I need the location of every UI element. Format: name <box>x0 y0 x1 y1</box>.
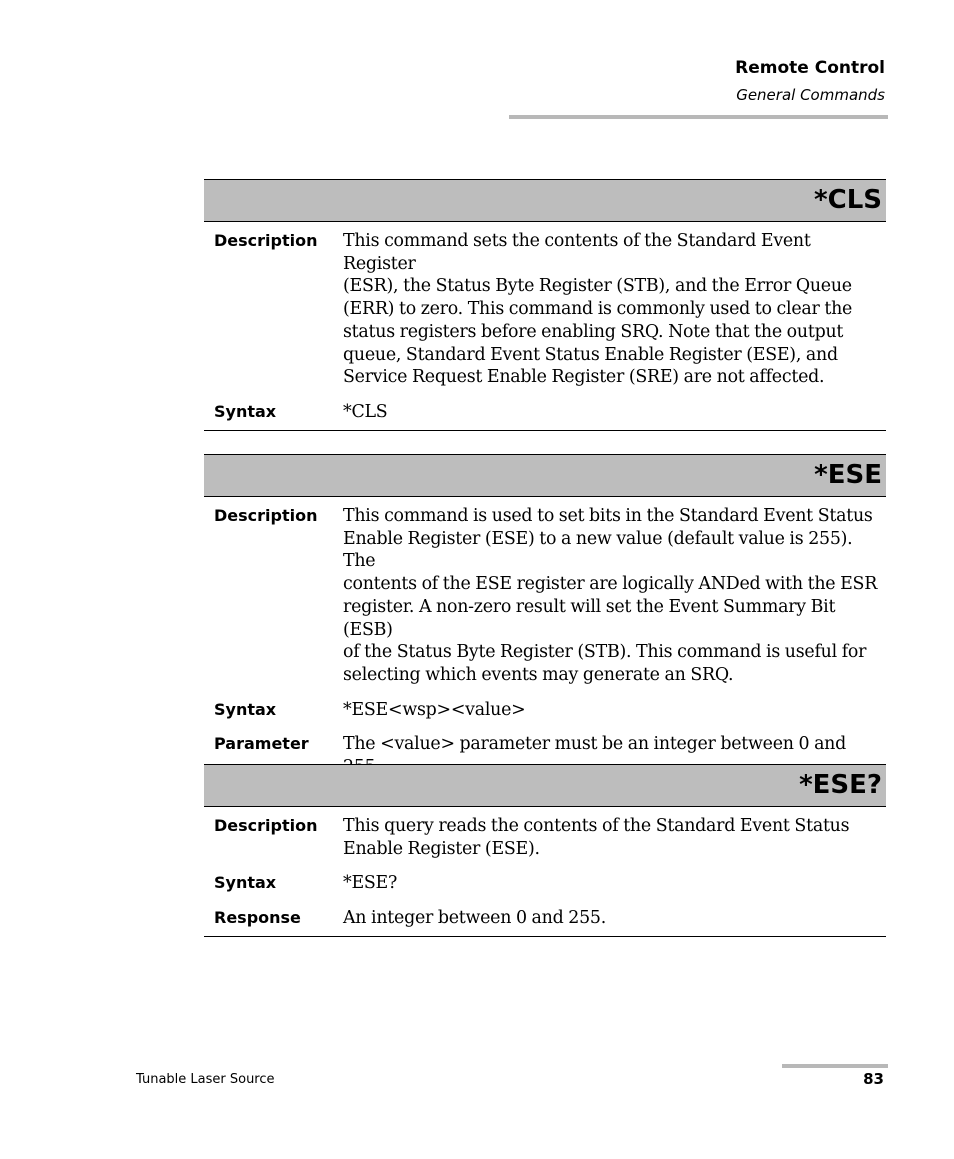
command-block-ese <box>204 454 886 786</box>
footer-product-name: Tunable Laser Source <box>136 1072 275 1087</box>
row-label: Syntax <box>214 401 277 421</box>
description-row <box>204 807 886 860</box>
command-heading: *ESE <box>204 454 886 497</box>
row-text: This command sets the contents of the Standard Event Register (ESR), the Status Byte Register (STB), and the Error Queue (ERR) to zero. This command is commonly used to clear the status registers before enabling SRQ. Note that the output queue, Standard Event Status Enable Register (ESE), and Service Request Enable Register (SRE) are not affected. <box>343 231 853 388</box>
row-text: An integer between 0 and 255. <box>343 908 606 929</box>
row-label: Syntax <box>214 873 277 893</box>
description-row <box>204 497 886 687</box>
header-rule <box>509 115 888 119</box>
command-block-ese-query <box>204 764 886 937</box>
row-label: Response <box>214 908 301 928</box>
footer-rule <box>782 1064 888 1068</box>
row-text: *ESE? <box>343 873 398 894</box>
chapter-title: Remote Control <box>735 58 885 78</box>
command-block-cls <box>204 179 886 431</box>
row-text: *ESE<wsp><value> <box>343 699 526 720</box>
row-label: Description <box>214 816 318 835</box>
row-label: Parameter <box>214 734 309 754</box>
command-heading: *CLS <box>204 179 886 222</box>
row-text: This command is used to set bits in the Standard Event Status Enable Register (ESE) to a new value (default value is 255). The contents of the ESE register are logically ANDed with the ESR register. A non-zero result will set the Event Summary Bit (ESB) of the Status Byte Register (STB). This command is useful for selecting which events may generate an SRQ. <box>343 506 878 685</box>
command-heading: *ESE? <box>204 764 886 807</box>
section-title: General Commands <box>736 86 885 104</box>
row-text: *CLS <box>343 401 388 422</box>
row-label: Description <box>214 506 318 525</box>
row-text: The <value> parameter must be an integer between 0 and <box>343 734 847 755</box>
row-label: Syntax <box>214 699 277 719</box>
syntax-row <box>204 860 886 895</box>
row-label: Description <box>214 231 318 250</box>
syntax-row <box>204 389 886 430</box>
running-header <box>735 56 885 106</box>
page-number: 83 <box>863 1070 884 1088</box>
response-row <box>204 895 886 936</box>
description-row <box>204 222 886 389</box>
row-text: This query reads the contents of the Standard Event Status Enable Register (ESE). <box>343 816 850 859</box>
syntax-row <box>204 687 886 722</box>
